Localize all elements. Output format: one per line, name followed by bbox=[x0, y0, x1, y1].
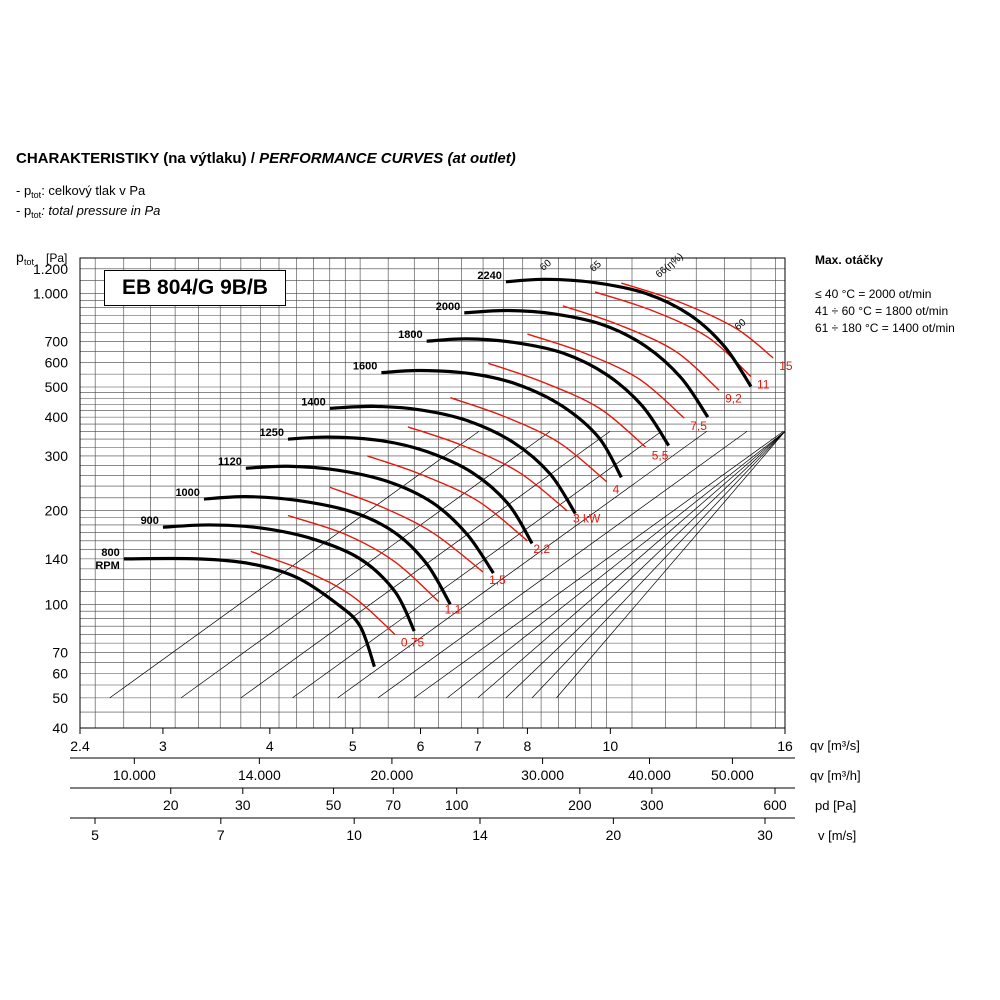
x-tick-label-pd: 20 bbox=[162, 797, 179, 813]
power-label: 3 kW bbox=[573, 511, 601, 526]
x-tick-label-m3h: 10.000 bbox=[112, 767, 156, 783]
x-tick-label-pd: 300 bbox=[640, 797, 664, 813]
system-line bbox=[181, 431, 550, 698]
x-tick-label-m3h: 40.000 bbox=[628, 767, 671, 783]
power-label: 5,5 bbox=[651, 448, 669, 463]
x-axis-label-m3h: qv [m³/h] bbox=[810, 768, 861, 783]
y-tick-label: 1.000 bbox=[32, 285, 68, 302]
x-axis-label-pd: pd [Pa] bbox=[815, 798, 857, 813]
y-axis-label: p bbox=[16, 249, 24, 265]
x-tick-label-m3s: 3 bbox=[159, 738, 167, 754]
system-line bbox=[338, 431, 707, 698]
power-label: 1,1 bbox=[444, 602, 462, 617]
rpm-label: 1600 bbox=[352, 360, 378, 373]
rpm-curve-800 bbox=[124, 559, 375, 667]
y-tick-label: 500 bbox=[44, 379, 68, 396]
x-tick-label-m3s: 7 bbox=[473, 738, 482, 754]
rpm-label: 1800 bbox=[398, 329, 423, 342]
system-line bbox=[478, 431, 785, 698]
x-tick-label-pd: 200 bbox=[568, 797, 592, 813]
power-label: 9,2 bbox=[725, 391, 742, 406]
rpm-label: 1250 bbox=[259, 427, 284, 440]
x-tick-label-m3s: 16 bbox=[777, 738, 793, 754]
y-axis-label-sub: tot bbox=[24, 257, 35, 267]
x-tick-label-pd: 100 bbox=[445, 797, 469, 813]
title-main: CHARAKTERISTIKY (na výtlaku) / bbox=[16, 150, 260, 167]
power-label: 11 bbox=[756, 377, 770, 392]
rpm-label: 900 bbox=[140, 515, 159, 528]
max-rpm-line-1: ≤ 40 °C = 2000 ot/min bbox=[815, 287, 932, 301]
x-tick-label-m3h: 50.000 bbox=[711, 767, 754, 783]
legend-en-sub: tot bbox=[31, 210, 42, 220]
power-label: 0,75 bbox=[400, 635, 425, 650]
x-axis-label-v: v [m/s] bbox=[818, 828, 857, 843]
y-tick-label: 300 bbox=[44, 447, 68, 464]
y-tick-label: 100 bbox=[44, 596, 68, 613]
y-tick-label: 140 bbox=[44, 550, 68, 567]
rpm-label: 2240 bbox=[477, 269, 502, 282]
y-tick-label: 700 bbox=[44, 333, 68, 350]
y-tick-label: 200 bbox=[44, 502, 68, 519]
x-tick-label-m3s: 5 bbox=[348, 738, 357, 754]
x-tick-label-v: 20 bbox=[605, 827, 622, 843]
x-tick-label-pd: 30 bbox=[234, 797, 251, 813]
y-tick-label: 1.200 bbox=[32, 260, 68, 277]
y-tick-label: 70 bbox=[52, 644, 68, 661]
legend-en-text: : total pressure in Pa bbox=[41, 203, 161, 218]
max-rpm-line-2: 41 ÷ 60 °C = 1800 ot/min bbox=[815, 304, 949, 318]
power-label: 15 bbox=[779, 358, 793, 373]
rpm-curve-2240 bbox=[506, 279, 751, 386]
y-tick-label: 400 bbox=[44, 409, 68, 426]
power-label: 7,5 bbox=[690, 419, 707, 434]
system-line bbox=[110, 431, 479, 698]
x-tick-label-pd: 600 bbox=[763, 797, 787, 813]
x-tick-label-m3s: 10 bbox=[602, 738, 619, 754]
system-line bbox=[532, 431, 785, 698]
rpm-label: 1400 bbox=[301, 396, 326, 409]
power-curve-5_5 bbox=[488, 363, 645, 447]
power-label: 1,5 bbox=[489, 573, 506, 588]
rpm-label: 2000 bbox=[435, 300, 461, 313]
y-tick-label: 50 bbox=[52, 689, 68, 706]
x-axis-label-m3s: qv [m³/s] bbox=[810, 738, 860, 753]
x-tick-label-m3h: 20.000 bbox=[370, 767, 414, 783]
x-tick-label-v: 14 bbox=[472, 827, 488, 843]
legend-cz-text: : celkový tlak v Pa bbox=[41, 183, 146, 198]
x-tick-label-v: 5 bbox=[91, 827, 99, 843]
max-rpm-line-3: 61 ÷ 180 °C = 1400 ot/min bbox=[815, 321, 955, 335]
x-tick-label-m3h: 30.000 bbox=[521, 767, 564, 783]
efficiency-label: 65 bbox=[588, 258, 604, 275]
power-label: 2,2 bbox=[533, 541, 551, 556]
x-tick-label-v: 10 bbox=[346, 827, 362, 843]
max-rpm-heading: Max. otáčky bbox=[815, 253, 884, 267]
x-tick-label-pd: 50 bbox=[325, 797, 342, 813]
legend-cz-prefix: - p bbox=[16, 183, 32, 198]
efficiency-label: 60 bbox=[732, 317, 749, 333]
legend-en-prefix: - p bbox=[16, 203, 32, 218]
system-line bbox=[444, 431, 785, 698]
y-axis-label-unit: [Pa] bbox=[46, 251, 68, 265]
power-curve-3 bbox=[408, 427, 567, 511]
legend-cz-sub: tot bbox=[31, 190, 42, 200]
power-curve-7_5 bbox=[527, 334, 684, 418]
efficiency-label: 66(η%) bbox=[653, 251, 686, 281]
efficiency-label: 60 bbox=[538, 257, 554, 274]
rpm-label: 800 bbox=[101, 546, 120, 559]
rpm-label: 1120 bbox=[217, 456, 242, 469]
x-tick-label-m3h: 14.000 bbox=[237, 767, 281, 783]
rpm-sublabel: RPM bbox=[95, 559, 120, 572]
y-tick-label: 600 bbox=[44, 354, 68, 371]
y-tick-label: 60 bbox=[52, 665, 68, 682]
x-tick-label-m3s: 4 bbox=[265, 738, 274, 754]
power-label: 4 bbox=[612, 482, 620, 497]
y-tick-label: 40 bbox=[52, 720, 68, 736]
rpm-label: 1000 bbox=[175, 487, 200, 500]
x-tick-label-m3s: 6 bbox=[416, 738, 425, 754]
x-tick-label-m3s: 2.4 bbox=[70, 738, 90, 754]
x-tick-label-v: 30 bbox=[757, 827, 773, 843]
x-tick-label-pd: 70 bbox=[385, 797, 402, 813]
model-label: EB 804/G 9B/B bbox=[104, 270, 286, 306]
x-tick-label-m3s: 8 bbox=[523, 738, 532, 754]
title-italic: PERFORMANCE CURVES (at outlet) bbox=[259, 150, 516, 167]
system-line bbox=[378, 431, 747, 698]
power-curve-1_5 bbox=[330, 487, 483, 572]
x-tick-label-v: 7 bbox=[216, 827, 225, 843]
rpm-curve-1400 bbox=[330, 406, 576, 513]
